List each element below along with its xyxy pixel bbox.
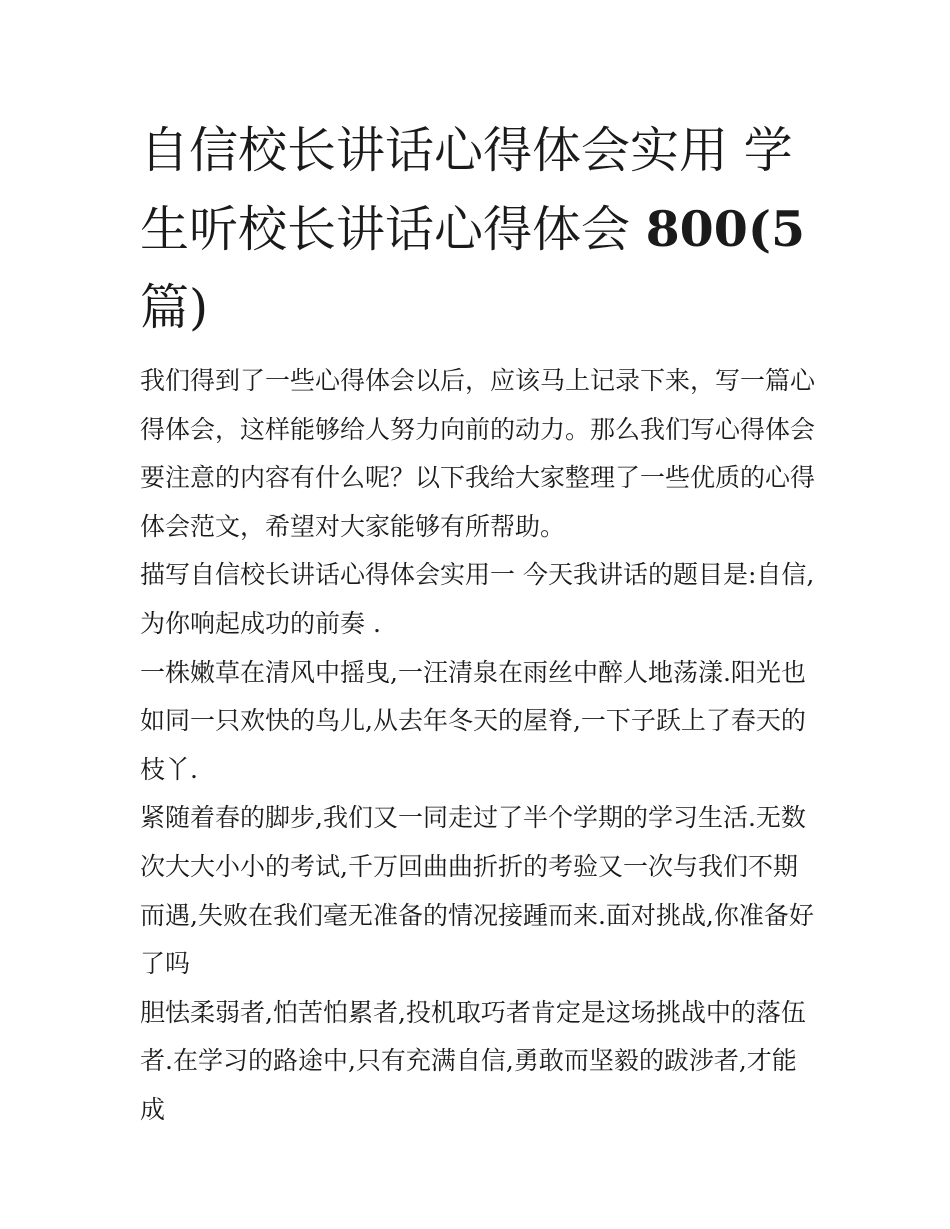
paragraph-spring: 一株嫩草在清风中摇曳,一汪清泉在雨丝中醉人地荡漾.阳光也如同一只欢快的鸟儿,从去年冬天的屋脊,一下子跃上了春天的枝丫. <box>140 657 806 784</box>
paragraph-challenge: 紧随着春的脚步,我们又一同走过了半个学期的学习生活.无数次大大小小的考试,千万回曲曲折折的考验又一次与我们不期而遇,失败在我们毫无准备的情况接踵而来.面对挑战,你准备好了吗 <box>140 803 814 979</box>
title-text: 自信校长讲话心得体会实用 学生听校长讲话心得体会 <box>140 122 793 258</box>
title-number: 800(5 <box>645 200 806 258</box>
paragraph-intro: 我们得到了一些心得体会以后，应该马上记录下来，写一篇心得体会，这样能够给人努力向前的动力。那么我们写心得体会要注意的内容有什么呢？以下我给大家整理了一些优质的心得体会范文，希望对大家能够有所帮助。 <box>140 366 816 541</box>
document-body <box>140 357 818 1135</box>
paragraph-topic: 描写自信校长讲话心得体会实用一 今天我讲话的题目是:自信,为你响起成功的前奏 . <box>140 560 815 638</box>
title-suffix: 篇) <box>140 279 209 336</box>
paragraph-confidence: 胆怯柔弱者,怕苦怕累者,投机取巧者肯定是这场挑战中的落伍者.在学习的路途中,只有充满自信,勇敢而坚毅的跋涉者,才能成 <box>140 997 806 1124</box>
document-title <box>140 112 820 347</box>
